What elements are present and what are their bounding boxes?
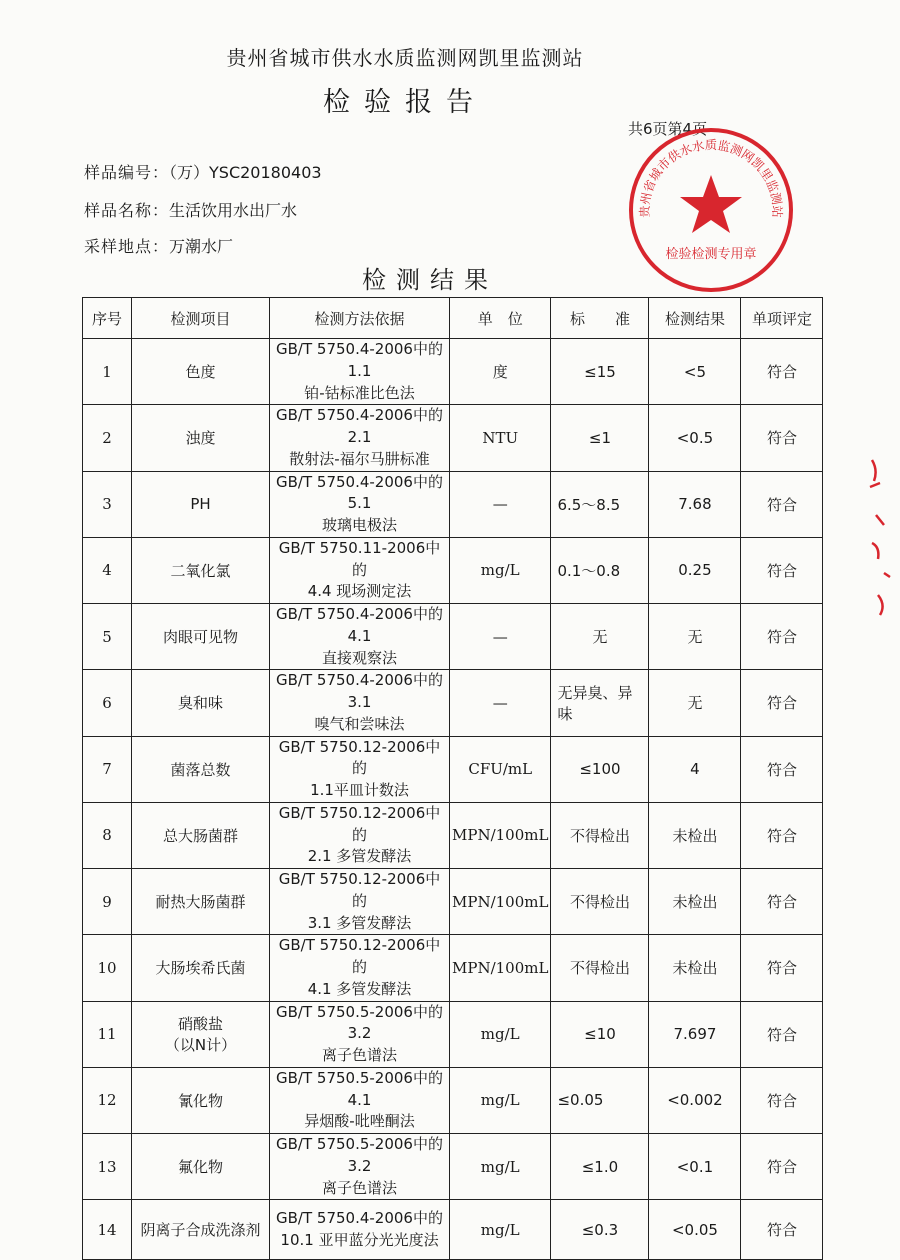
column-header-method: 检测方法依据 (270, 298, 450, 339)
evaluation: 符合 (741, 537, 823, 603)
table-row (83, 1134, 823, 1200)
method-name: 直接观察法 (321, 648, 397, 667)
standard-limit: ≤0.05 (551, 1067, 649, 1133)
test-method (270, 1001, 450, 1067)
method-standard-ref: GB/T 5750.4-2006中的4.1 (276, 605, 443, 645)
test-item: 菌落总数 (132, 736, 270, 802)
test-method (270, 471, 450, 537)
sampling-location-row (84, 234, 233, 257)
standard-limit: 6.5～8.5 (551, 471, 649, 537)
evaluation: 符合 (741, 471, 823, 537)
report-title: 检验报告 (323, 87, 487, 118)
unit: MPN/100mL (450, 802, 551, 868)
unit: 度 (450, 339, 551, 405)
test-item: 臭和味 (132, 670, 270, 736)
standard-limit: 不得检出 (551, 869, 649, 935)
column-header-standard: 标 准 (551, 298, 649, 339)
method-name: 1.1平皿计数法 (310, 781, 409, 799)
method-name: 2.1 多管发酵法 (307, 847, 412, 866)
row-number: 13 (83, 1134, 132, 1200)
results-heading: 检测结果 (362, 266, 498, 294)
test-method (270, 736, 450, 802)
unit: NTU (450, 405, 551, 471)
sampling-location-value: 万潮水厂 (169, 237, 234, 256)
method-standard-ref: GB/T 5750.12-2006中的 (278, 936, 441, 976)
evaluation: 符合 (741, 1001, 823, 1067)
column-header-item: 检测项目 (132, 298, 270, 339)
test-item: 二氧化氯 (132, 537, 270, 603)
unit: — (450, 471, 551, 537)
test-result: 未检出 (649, 935, 741, 1001)
test-result: <0.05 (649, 1200, 741, 1260)
standard-limit: 无 (551, 604, 649, 670)
evaluation: 符合 (741, 935, 823, 1001)
test-result: 未检出 (649, 869, 741, 935)
test-method (270, 670, 450, 736)
sample-name-value: 生活饮用水出厂水 (169, 201, 298, 220)
row-number: 3 (83, 471, 132, 537)
column-header-result: 检测结果 (649, 298, 741, 339)
test-item: 大肠埃希氏菌 (132, 935, 270, 1001)
standard-limit: 不得检出 (551, 935, 649, 1001)
table-row (83, 935, 823, 1001)
results-body (83, 339, 823, 1260)
row-number: 5 (83, 604, 132, 670)
test-method (270, 1134, 450, 1200)
method-name: 4.4 现场测定法 (307, 582, 412, 601)
standard-limit: 无异臭、异味 (551, 670, 649, 736)
evaluation: 符合 (741, 869, 823, 935)
test-item: 肉眼可见物 (132, 604, 270, 670)
standard-limit: ≤10 (551, 1001, 649, 1067)
results-table (82, 297, 823, 1260)
test-result: <5 (649, 339, 741, 405)
unit: mg/L (450, 1001, 551, 1067)
table-row (83, 1200, 823, 1260)
method-standard-ref: GB/T 5750.12-2006中的 (278, 737, 441, 778)
row-number: 9 (83, 869, 132, 935)
table-row (83, 604, 823, 670)
row-number: 14 (83, 1200, 132, 1260)
sampling-location-label: 采样地点： (84, 237, 170, 256)
test-method (270, 339, 450, 405)
sample-name-label: 样品名称： (84, 201, 170, 220)
unit: mg/L (450, 1200, 551, 1260)
standard-limit: 0.1～0.8 (551, 537, 649, 603)
test-item: 阴离子合成洗涤剂 (132, 1200, 270, 1260)
test-item-line: 硝酸盐 (177, 1015, 223, 1034)
test-result: 7.697 (649, 1001, 741, 1067)
test-item: 耐热大肠菌群 (132, 869, 270, 935)
method-standard-ref: GB/T 5750.4-2006中的5.1 (276, 472, 443, 513)
row-number: 6 (83, 670, 132, 736)
unit: mg/L (450, 1134, 551, 1200)
sample-number-value: （万）YSC20180403 (169, 163, 322, 182)
table-row (83, 537, 823, 603)
method-standard-ref: GB/T 5750.12-2006中的 (278, 870, 441, 910)
seal-bottom-text: 检验检测专用章 (665, 247, 757, 262)
standard-limit: 不得检出 (551, 802, 649, 868)
row-number: 1 (83, 339, 132, 405)
row-number: 12 (83, 1067, 132, 1133)
test-result: 7.68 (649, 471, 741, 537)
standard-limit: ≤1.0 (551, 1134, 649, 1200)
test-method (270, 935, 450, 1001)
standard-limit: ≤1 (551, 405, 649, 471)
test-result: 无 (649, 670, 741, 736)
sample-name-row (84, 198, 297, 221)
test-item: PH (132, 471, 270, 537)
method-standard-ref: GB/T 5750.4-2006中的1.1 (276, 340, 443, 380)
method-name: 3.1 多管发酵法 (307, 913, 412, 932)
table-row (83, 802, 823, 868)
test-item (132, 1001, 270, 1067)
table-row (83, 339, 823, 405)
seal-star-icon (680, 175, 742, 233)
test-result: <0.002 (649, 1067, 741, 1133)
evaluation: 符合 (741, 670, 823, 736)
row-number: 7 (83, 736, 132, 802)
evaluation: 符合 (741, 1067, 823, 1133)
method-name: 异烟酸-吡唑酮法 (304, 1112, 415, 1131)
method-name: 4.1 多管发酵法 (307, 979, 412, 998)
row-number: 4 (83, 537, 132, 603)
seal-ring-text: 贵州省城市供水水质监测网凯里监测站 (637, 138, 785, 218)
official-seal (626, 125, 796, 295)
column-header-no: 序号 (83, 298, 132, 339)
test-method (270, 1200, 450, 1260)
standard-limit: ≤100 (551, 736, 649, 802)
test-method (270, 802, 450, 868)
sample-number-row (84, 160, 322, 183)
method-standard-ref: GB/T 5750.4-2006中的 (276, 1209, 443, 1228)
row-number: 8 (83, 802, 132, 868)
test-result: 无 (649, 604, 741, 670)
evaluation: 符合 (741, 802, 823, 868)
page-indicator: 共6页第4页 (628, 120, 708, 138)
evaluation: 符合 (741, 339, 823, 405)
unit: CFU/mL (450, 736, 551, 802)
unit: mg/L (450, 1067, 551, 1133)
evaluation: 符合 (741, 736, 823, 802)
method-standard-ref: GB/T 5750.12-2006中的 (278, 803, 441, 844)
column-header-unit: 单 位 (450, 298, 551, 339)
test-item-line: （以N计） (164, 1036, 237, 1055)
unit: — (450, 604, 551, 670)
table-row (83, 471, 823, 537)
column-header-evaluation: 单项评定 (741, 298, 823, 339)
method-standard-ref: GB/T 5750.5-2006中的3.2 (276, 1002, 443, 1043)
test-method (270, 604, 450, 670)
organization-title: 贵州省城市供水水质监测网凯里监测站 (226, 46, 584, 70)
method-standard-ref: GB/T 5750.11-2006中的 (278, 538, 441, 579)
method-standard-ref: GB/T 5750.4-2006中的3.1 (276, 671, 443, 711)
table-row (83, 1001, 823, 1067)
test-method (270, 869, 450, 935)
row-number: 10 (83, 935, 132, 1001)
test-result: 未检出 (649, 802, 741, 868)
method-standard-ref: GB/T 5750.4-2006中的2.1 (276, 406, 443, 446)
unit: mg/L (450, 537, 551, 603)
test-item: 氟化物 (132, 1134, 270, 1200)
table-row (83, 869, 823, 935)
row-number: 11 (83, 1001, 132, 1067)
standard-limit: ≤0.3 (551, 1200, 649, 1260)
test-method (270, 537, 450, 603)
method-name: 10.1 亚甲蓝分光光度法 (280, 1230, 439, 1249)
unit: — (450, 670, 551, 736)
test-result: 4 (649, 736, 741, 802)
test-result: <0.1 (649, 1134, 741, 1200)
method-name: 铂-钴标准比色法 (304, 383, 415, 402)
method-standard-ref: GB/T 5750.5-2006中的4.1 (276, 1068, 443, 1109)
table-row (83, 670, 823, 736)
method-name: 散射法-福尔马肼标准 (289, 449, 430, 468)
table-row (83, 736, 823, 802)
standard-limit: ≤15 (551, 339, 649, 405)
method-name: 嗅气和尝味法 (314, 714, 405, 733)
edge-seal-fragment (866, 455, 896, 625)
test-item: 浊度 (132, 405, 270, 471)
method-name: 离子色谱法 (321, 1178, 397, 1197)
method-standard-ref: GB/T 5750.5-2006中的3.2 (276, 1135, 443, 1175)
evaluation: 符合 (741, 1200, 823, 1260)
test-method (270, 405, 450, 471)
test-result: <0.5 (649, 405, 741, 471)
method-name: 离子色谱法 (321, 1046, 397, 1064)
evaluation: 符合 (741, 1134, 823, 1200)
row-number: 2 (83, 405, 132, 471)
test-item: 总大肠菌群 (132, 802, 270, 868)
test-item: 氰化物 (132, 1067, 270, 1133)
method-name: 玻璃电极法 (321, 516, 397, 534)
test-item: 色度 (132, 339, 270, 405)
unit: MPN/100mL (450, 935, 551, 1001)
evaluation: 符合 (741, 604, 823, 670)
unit: MPN/100mL (450, 869, 551, 935)
table-row (83, 1067, 823, 1133)
sample-number-label: 样品编号： (84, 163, 170, 182)
evaluation: 符合 (741, 405, 823, 471)
results-header-row (83, 298, 823, 339)
test-method (270, 1067, 450, 1133)
table-row (83, 405, 823, 471)
test-result: 0.25 (649, 537, 741, 603)
